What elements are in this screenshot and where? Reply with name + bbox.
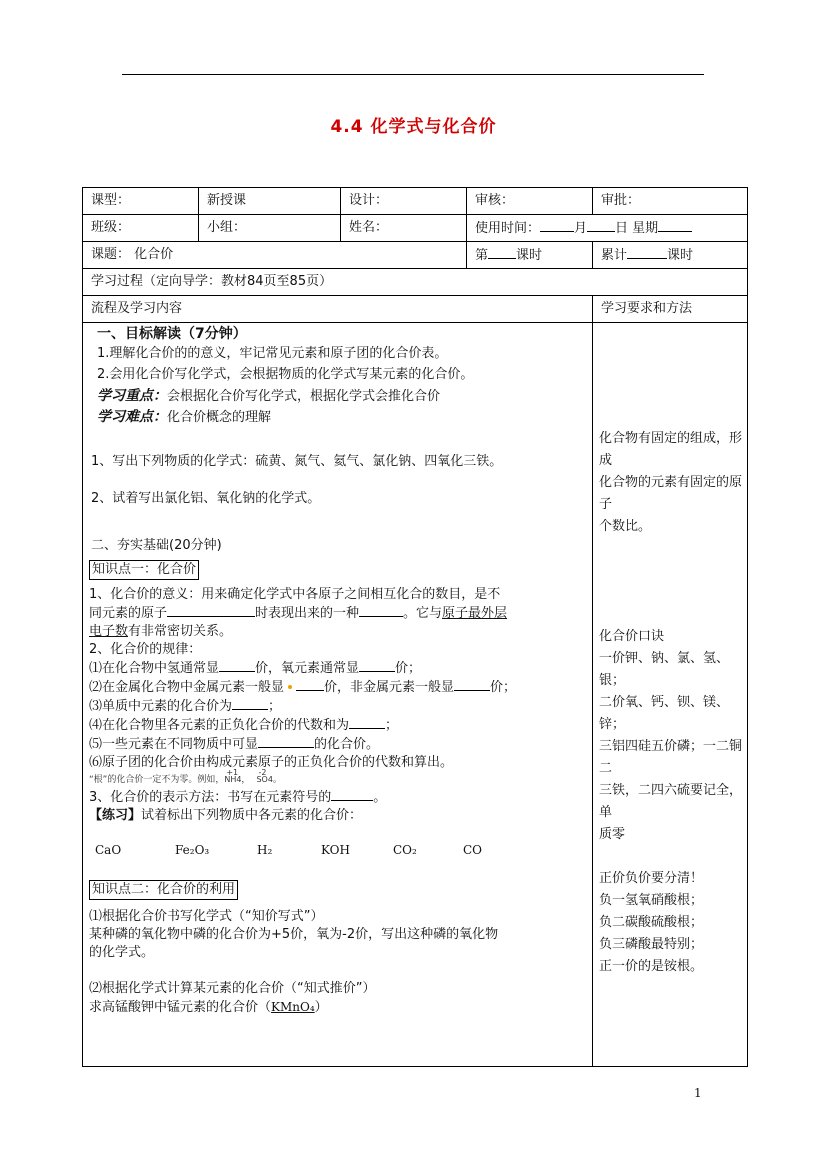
cell-flow-header: 流程及学习内容 [83,296,593,323]
objective-2: 2.会用化合价写化学式，会根据物质的化学式写某元素的化合价。 [97,367,474,383]
cell-course-type: 课型： [83,188,199,215]
blank-rule-3[interactable] [232,697,268,710]
cell-process: 学习过程（定向导学：教材84页至85页） [83,269,748,296]
usage-2-title: ⑵根据化学式计算某元素的化合价（“知式推价”） [89,981,376,997]
cell-class: 班级： [83,215,199,242]
rule-6: ⑹原子团的化合价由构成元素原子的正负化合价的代数和算出。 [89,754,454,770]
method-cell [593,323,748,1067]
blank-notation[interactable] [331,788,373,801]
cell-name: 姓名： [341,215,467,242]
practice-line: 【练习】试着标出下列物质中各元素的化合价： [89,807,363,823]
knowledge-point-1: 知识点一：化合价 [89,560,199,580]
cell-review: 审核： [467,188,593,215]
blank-rule-1a[interactable] [219,659,255,672]
cell-course-type-value: 新授课 [199,188,341,215]
formula-item: CO [463,842,483,857]
rule-4: ⑷在化合物里各元素的正负化合价的代数和为 ； [89,717,399,733]
cell-method-header: 学习要求和方法 [593,296,748,323]
notation-line: 3、化合价的表示方法：书写在元素符号的 。 [89,789,387,805]
blank-month[interactable] [540,219,574,232]
rule-2: ⑵在金属化合物中金属元素一般显 价，非金属元素一般显 价； [89,679,517,695]
page-number: 1 [694,1086,702,1100]
radical-mnemonic: 正价负价要分清！ 负一氢氧硝酸根； 负二碳酸硫酸根； 负三磷酸最特别； 正一价的是铵根。 [599,871,704,974]
formula-item: CO₂ [393,842,417,857]
side-paragraph-1: 化合物有固定的组成，形成 化合物的元素有固定的原子 个数比。 [599,431,743,534]
blank-rule-1b[interactable] [359,659,395,672]
rule-1: ⑴在化合物中氢通常显 价，氧元素通常显 价； [89,660,422,676]
radical-note: “根”的化合价一定不为零。例如， +1 NH4， -2 SO4。 [89,772,586,788]
blank-weekday[interactable] [658,219,692,232]
cell-use-time: 使用时间： 月 日 星期 [467,215,748,242]
rule-3: ⑶单质中元素的化合价为 ； [89,698,282,714]
formula-item: CaO [95,842,122,857]
blank-meaning-2[interactable] [359,604,403,617]
knowledge-point-2: 知识点二：化合价的利用 [89,880,238,900]
rules-title: 2、化合价的规律： [89,641,202,657]
question-1: 1、写出下列物质的化学式：硫黄、氮气、氦气、氯化钠、四氧化三铁。 [91,454,503,470]
meaning-line-2: 同元素的原子 时表现出来的一种 。它与原子最外层 [89,605,508,621]
usage-1-title: ⑴根据化合价书写化学式（“知价写式”） [89,909,324,925]
difficulty-line: 学习难点：化合价概念的理解 [97,409,272,426]
usage-1-line-2: 的化学式。 [89,945,155,961]
blank-total[interactable] [627,246,667,259]
content-cell [83,323,593,1067]
rule-5: ⑸一些元素在不同物质中可显 的化合价。 [89,736,380,752]
marker-dot-icon [288,685,292,689]
blank-rule-2a[interactable] [296,678,324,691]
meaning-line-3: 电子数有非常密切关系。 [89,623,233,639]
document-title: 4.4 化学式与化合价 [330,117,497,137]
focus-line: 学习重点：会根据化合价写化学式，根据化学式会推化合价 [97,388,441,405]
formula-item: Fe₂O₃ [175,842,210,857]
blank-meaning-1[interactable] [167,604,255,617]
usage-2-line: 求高锰酸钾中锰元素的化合价（KMnO₄） [89,1000,328,1016]
section-2-title: 二、夯实基础(20分钟) [91,537,222,553]
lesson-table [82,187,748,1067]
header-rule [122,74,704,75]
objective-1: 1.理解化合价的的意义，牢记常见元素和原子团的化合价表。 [97,346,448,362]
cell-design: 设计： [341,188,467,215]
cell-total: 累计 课时 [593,242,748,269]
blank-day[interactable] [587,219,615,232]
blank-period[interactable] [488,246,516,259]
cell-approve: 审批： [593,188,748,215]
formula-list [89,843,586,859]
cell-topic: 课题： 化合价 [83,242,467,269]
blank-rule-2b[interactable] [454,678,490,691]
cell-period: 第 课时 [467,242,593,269]
meaning-line-1: 1、化合价的意义：用来确定化学式中各原子之间相互化合的数目，是不 [89,586,501,602]
usage-1-line-1: 某种磷的氧化物中磷的化合价为+5价，氧为-2价，写出这种磷的氧化物 [89,927,499,943]
blank-rule-5[interactable] [258,735,314,748]
cell-group: 小组： [199,215,341,242]
formula-item: KOH [321,842,350,857]
formula-item: H₂ [257,842,273,857]
question-2: 2、试着写出氯化铝、氧化钠的化学式。 [91,491,321,507]
blank-rule-4[interactable] [349,716,385,729]
ammonium-formula: +1 NH4 [224,767,242,784]
sulfate-formula: -2 SO4 [256,767,273,784]
valence-mnemonic: 化合价口诀 一价钾、钠、氯、氢、银； 二价氧、钙、钡、镁、锌； 三铝四硅五价磷；一二铜二 三铁，二四六硫要记全，单 质零 [599,629,743,842]
section-1-title: 一、目标解读（7分钟） [97,326,247,342]
